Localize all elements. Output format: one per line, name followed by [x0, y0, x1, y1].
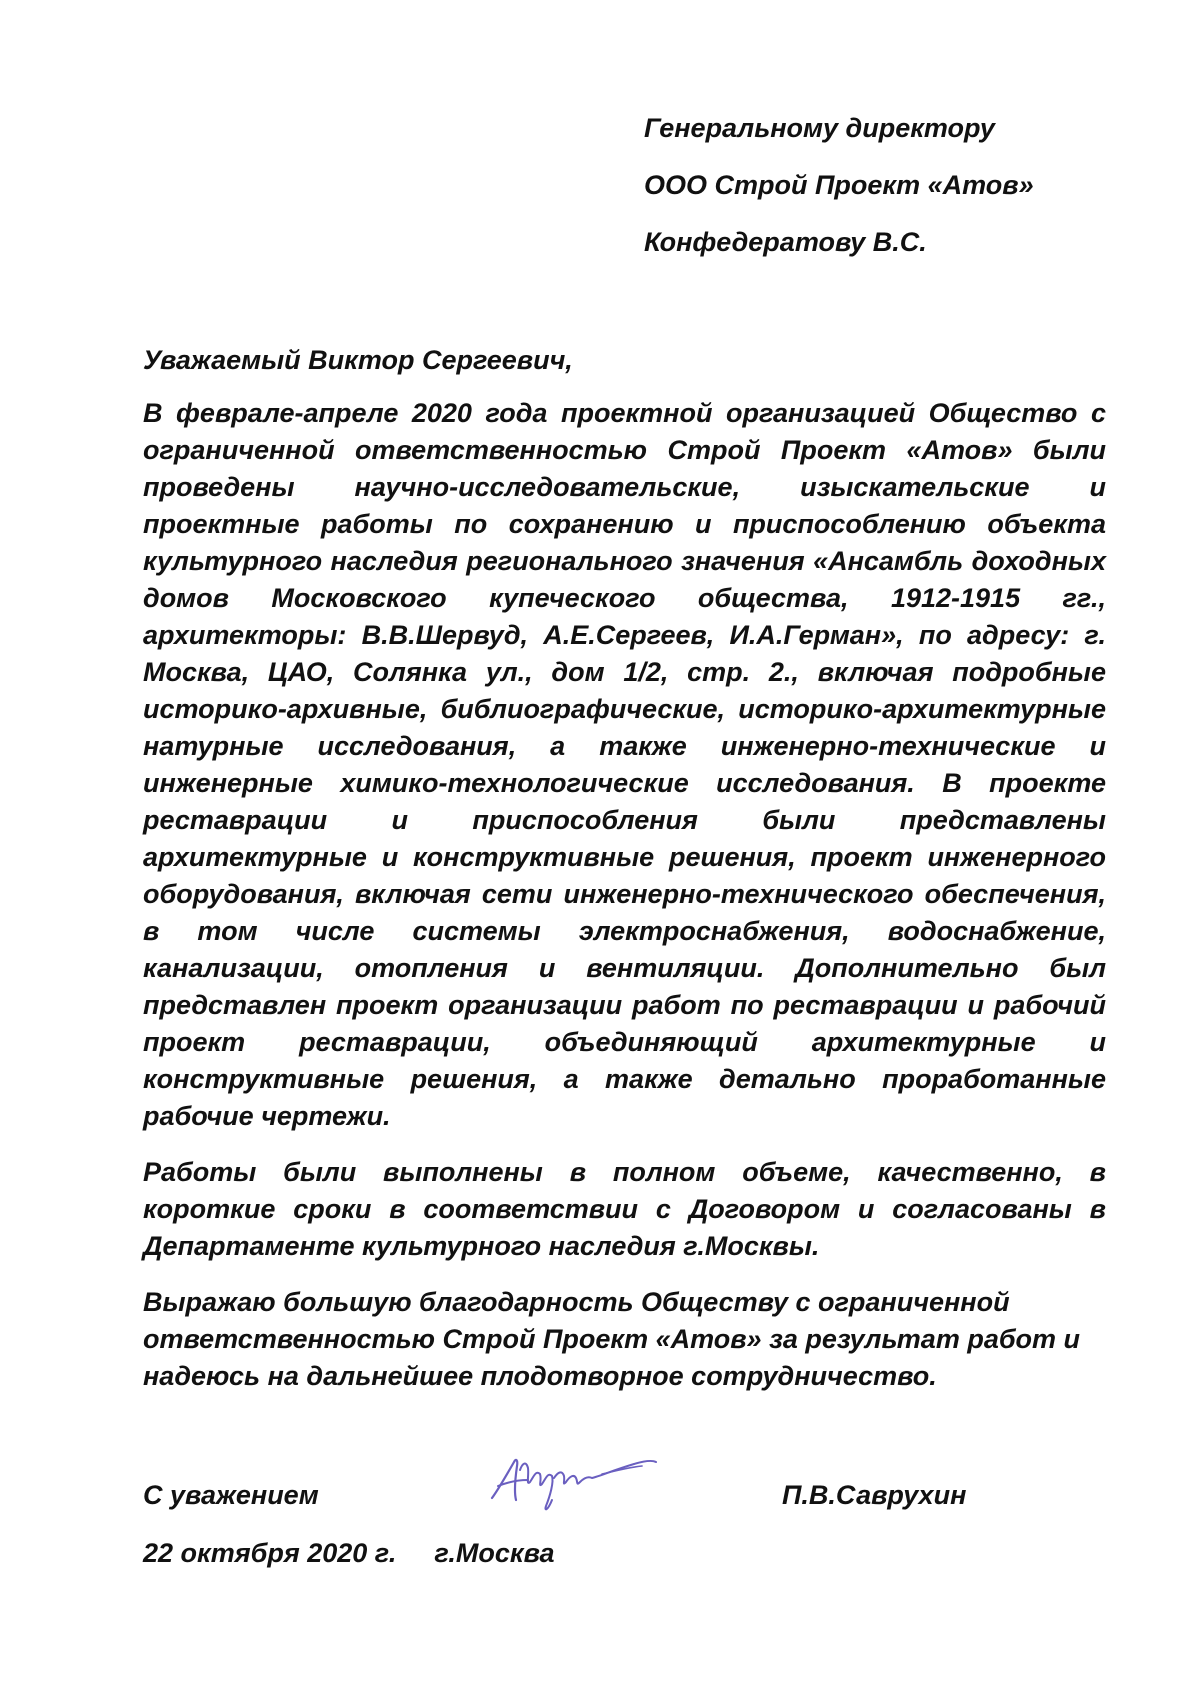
letter-city: г.Москва — [434, 1538, 555, 1568]
addressee-position: Генеральному директору — [644, 113, 995, 143]
letter-date: 22 октября 2020 г. — [143, 1538, 397, 1568]
body-paragraph-1: В феврале-апреле 2020 года проектной организацией Общество с ограниченной ответственностью Строй Проект «Атов» были проведены научно-исследовательские, изыскательские и проектные работы по сохранению и приспособлению объекта культурного наследия регионального значения «Ансамбль доходных домов Московского купеческого общества, 1912-1915 гг., архитекторы: В.В.Шервуд, А.Е.Сергеев, И.А.Герман», по адресу: г. Москва, ЦАО, Солянка ул., дом 1/2, стр. 2., включая подробные историко-архивные, библиографические, историко-архитектурные натурные исследования, а также инженерно-технические и инженерные химико-технологические исследования. В проекте реставрации и приспособления были представлены архитектурные и конструктивные решения, проект инженерного оборудования, включая сети инженерно-технического обеспечения, в том числе системы электроснабжения, водоснабжение, канализации, отопления и вентиляции. Дополнительно был представлен проект организации работ по реставрации и рабочий проект реставрации, объединяющий архитектурные и конструктивные решения, а также детально проработанные рабочие чертежи. — [143, 398, 1106, 1131]
closing-phrase: С уважением — [143, 1480, 319, 1510]
handwritten-signature-icon — [484, 1440, 664, 1520]
addressee-company: ООО Строй Проект «Атов» — [644, 170, 1034, 200]
body-paragraph-3: Выражаю большую благодарность Обществу с ограниченной ответственностью Строй Проект «Атов» за результат работ и надеюсь на дальнейшее плодотворное сотрудничество. — [143, 1287, 1081, 1391]
addressee-block — [644, 108, 1124, 279]
addressee-name: Конфедератову В.С. — [644, 227, 927, 257]
body-paragraph-2: Работы были выполнены в полном объеме, качественно, в короткие сроки в соответствии с Договором и согласованы в Департаменте культурного наследия г.Москвы. — [143, 1157, 1106, 1261]
salutation: Уважаемый Виктор Сергеевич, — [143, 345, 573, 375]
signer-name: П.В.Саврухин — [782, 1480, 967, 1510]
date-place-line — [143, 1533, 555, 1573]
letter-body — [143, 395, 1106, 1414]
